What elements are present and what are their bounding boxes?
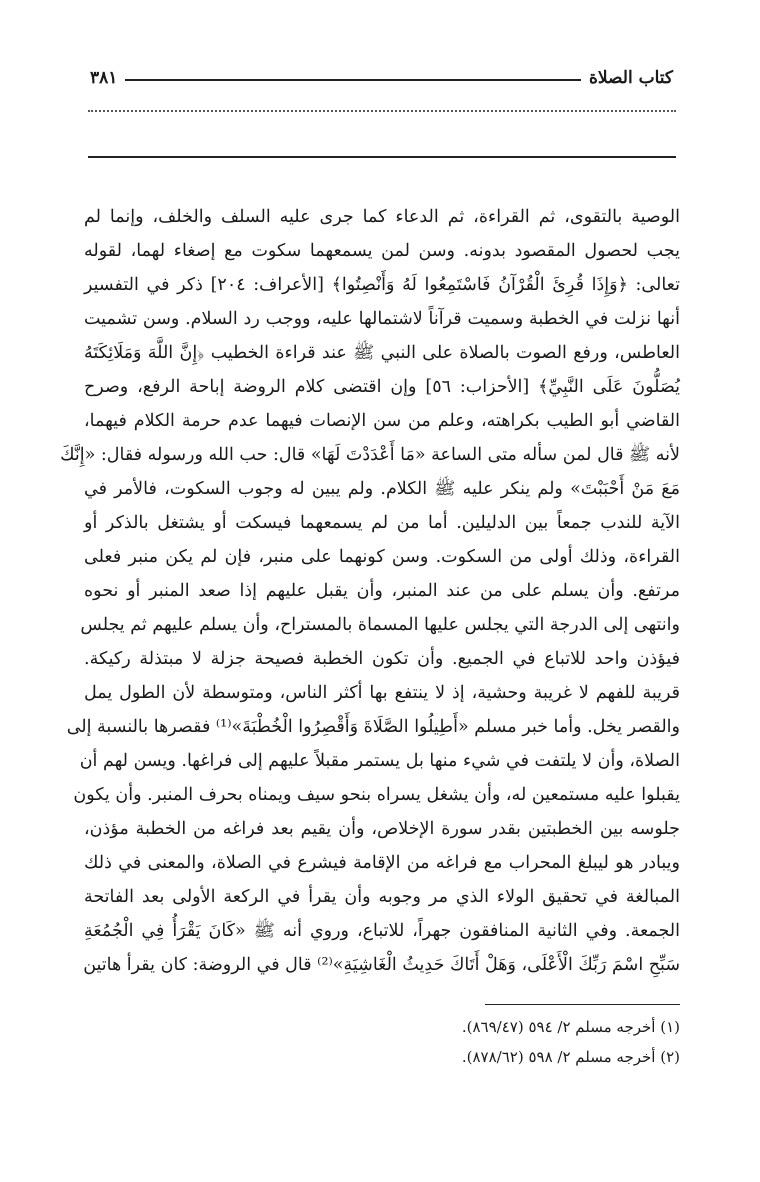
text-line: لأنه ﷺ قال لمن سأله متى الساعة «مَا أَعْدَدْتَ لَهَا» قال: حب الله ورسوله فقال: «إِنَّكَ (60, 445, 680, 465)
text-line: تعالى: ﴿وَإِذَا قُرِئَ الْقُرْآنُ فَاسْتَمِعُوا لَهُ وَأَنْصِتُوا﴾ [الأعراف: ٢٠٤] ذكر في التفسير (84, 275, 680, 295)
footnote: (١) أخرجه مسلم ٢/ ٥٩٤ (٨٦٩/٤٧). (461, 1018, 680, 1036)
footnote-rule (485, 1004, 680, 1005)
text-line: المبالغة في تحقيق الولاء الذي مر وجوبه وأن يقرأ في الركعة الأولى بعد الفاتحة (84, 887, 680, 907)
header-rule (125, 79, 581, 81)
body-text (60, 200, 680, 982)
text-line: قريبة للفهم لا غريبة وحشية، إذ لا ينتفع بها أكثر الناس، ومتوسطة لأن الطول يمل (84, 683, 680, 703)
text-line: العاطس، ورفع الصوت بالصلاة على النبي ﷺ عند قراءة الخطيب ﴿إِنَّ اللَّهَ وَمَلَائِكَتَهُ (84, 343, 680, 363)
footnote: (٢) أخرجه مسلم ٢/ ٥٩٨ (٨٧٨/٦٢). (461, 1048, 680, 1066)
footnotes (84, 1012, 680, 1072)
text-line: يجب لحصول المقصود بدونه. وسن لمن يسمعهما سكوت مع إصغاء لهما، لقوله (84, 241, 680, 261)
text-line: جلوسه بين الخطبتين بقدر سورة الإخلاص، وأن يقيم بعد فراغه من الخطبة مؤذن، (84, 819, 680, 839)
page-header (90, 66, 673, 90)
text-line: الصلاة، وأن لا يلتفت في شيء منها بل يستمر مقبلاً عليهم إلى فراغها. ويسن لهم أن (79, 751, 680, 771)
top-rule (88, 156, 676, 158)
text-line: مَعَ مَنْ أَحْبَبْتَ» ولم ينكر عليه ﷺ الكلام. ولم يبين له وجوب السكوت، فالأمر في (84, 479, 680, 499)
text-line: وانتهى إلى الدرجة التي يجلس عليها المسماة بالمستراح، وأن يسلم عليهم ثم يجلس (80, 615, 680, 635)
text-line: ويبادر هو ليبلغ المحراب مع فراغه من الإقامة فيشرع في الصلاة، والمعنى في ذلك (84, 853, 680, 873)
text-line: يُصَلُّونَ عَلَى النَّبِيِّ﴾ [الأحزاب: ٥٦] وإن اقتضى كلام الروضة إباحة الرفع، وصرح (84, 377, 680, 397)
text-line: سَبِّحِ اسْمَ رَبِّكَ الْأَعْلَى، وَهَلْ أَتَاكَ حَدِيثُ الْغَاشِيَةِ»⁽²⁾ قال في الروضة: كان يقرأ هاتين (83, 955, 680, 975)
text-line: الجمعة. وفي الثانية المنافقون جهراً، للاتباع، وروي أنه ﷺ «كَانَ يَقْرَأُ فِي الْجُمُعَةِ (84, 921, 680, 941)
text-line: أنها نزلت في الخطبة وسميت قرآناً لاشتمالها عليه، ووجب رد السلام. وسن تشميت (84, 309, 680, 329)
text-line: والقصر يخل. وأما خبر مسلم «أَطِيلُوا الصَّلَاةَ وَأَقْصِرُوا الْخُطْبَةَ»⁽¹⁾ فقصرها بالنسبة إلى (66, 717, 680, 737)
text-line: يقبلوا عليه مستمعين له، وأن يشغل يسراه بنحو سيف ويمناه بحرف المنبر. وأن يكون (73, 785, 680, 805)
text-line: مرتفع. وأن يسلم على من عند المنبر، وأن يقبل عليهم إذا صعد المنبر أو نحوه (84, 581, 680, 601)
page-number: ٣٨١ (90, 68, 118, 88)
text-line: الآية للندب جمعاً بين الدليلين. أما من لم يسمعهما فيسكت أو يشتغل بالذكر أو (84, 513, 680, 533)
page-title: كتاب الصلاة (588, 68, 673, 88)
text-line: القراءة، وذلك أولى من السكوت. وسن كونهما على منبر، فإن لم يكن منبر فعلى (84, 547, 680, 567)
text-line: القاضي أبو الطيب بكراهته، وعلم من سن الإنصات فيهما عدم حرمة الكلام فيهما، (84, 411, 680, 431)
text-line: الوصية بالتقوى، ثم القراءة، ثم الدعاء كما جرى عليه السلف والخلف، وإنما لم (84, 207, 680, 227)
text-line: فيؤذن واحد للاتباع في الجميع. وأن تكون الخطبة فصيحة جزلة لا مبتذلة ركيكة. (84, 649, 680, 669)
dotted-separator (88, 110, 676, 112)
